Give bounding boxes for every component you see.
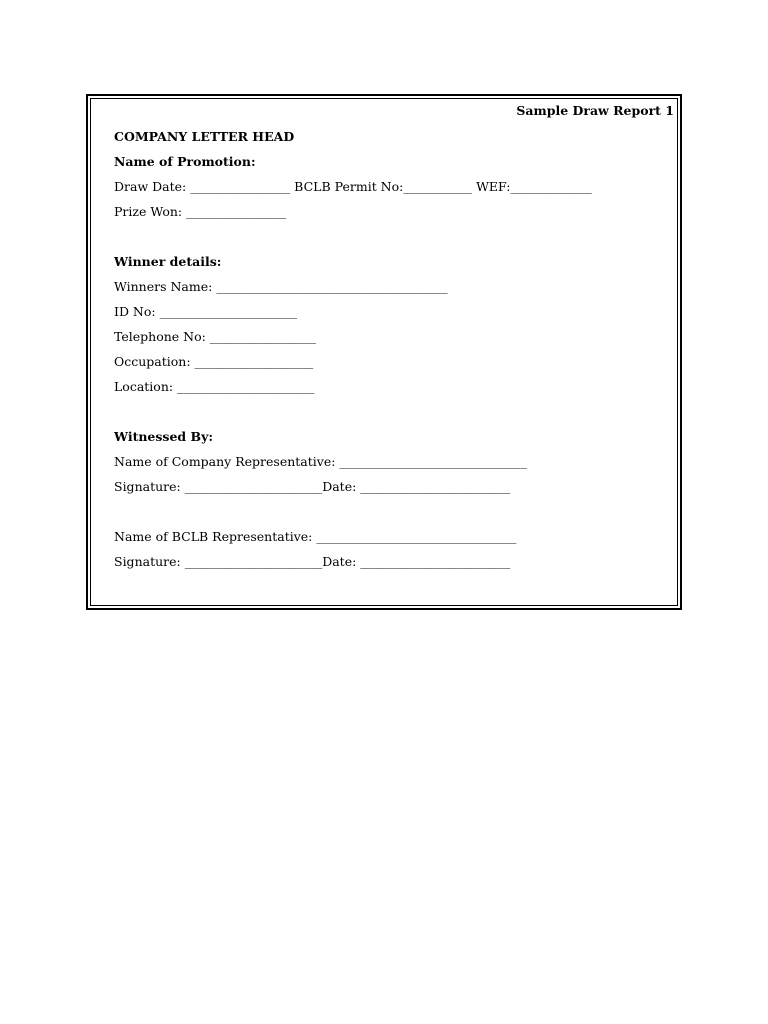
occupation-line: Occupation: ___________________ [114, 354, 314, 369]
bclb-representative-line: Name of BCLB Representative: ________________________________ [114, 529, 517, 544]
report-frame [86, 94, 682, 610]
spacer [114, 224, 592, 249]
company-representative-signature-date-line: Signature: ______________________Date: ________________________ [114, 479, 511, 494]
company-representative-line: Name of Company Representative: ______________________________ [114, 454, 527, 469]
company-letter-head: COMPANY LETTER HEAD [114, 129, 295, 144]
id-number-line: ID No: ______________________ [114, 304, 298, 319]
promotion-name-heading: Name of Promotion: [114, 154, 256, 169]
prize-won-line: Prize Won: ________________ [114, 204, 287, 219]
draw-date-permit-wef-line: Draw Date: ________________ BCLB Permit No:___________ WEF:_____________ [114, 179, 592, 194]
report-content [114, 124, 592, 574]
winner-details-heading: Winner details: [114, 254, 222, 269]
spacer [114, 399, 592, 424]
telephone-number-line: Telephone No: _________________ [114, 329, 317, 344]
winners-name-line: Winners Name: _____________________________________ [114, 279, 448, 294]
bclb-representative-signature-date-line: Signature: ______________________Date: ________________________ [114, 554, 511, 569]
report-frame-inner-border [90, 98, 678, 606]
spacer [114, 499, 592, 524]
report-title: Sample Draw Report 1 [516, 103, 674, 118]
location-line: Location: ______________________ [114, 379, 315, 394]
witnessed-by-heading: Witnessed By: [114, 429, 213, 444]
